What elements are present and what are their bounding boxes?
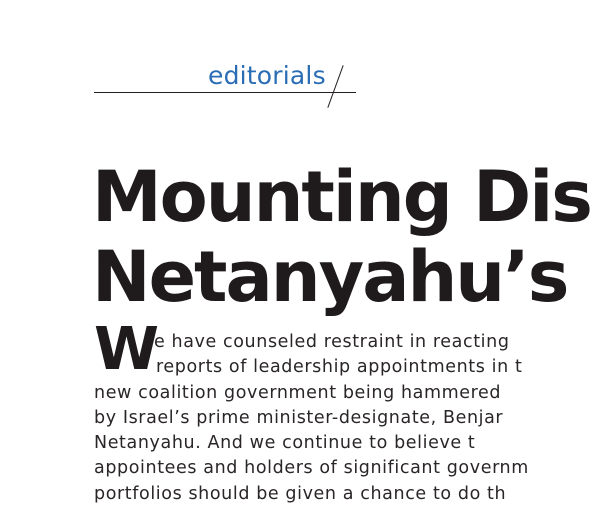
section-label: editorials bbox=[208, 61, 326, 90]
headline-line-1: Mounting Dis bbox=[92, 156, 591, 238]
article-headline bbox=[92, 157, 591, 317]
body-line: by Israel’s prime minister-designate, Benjar bbox=[94, 407, 504, 428]
body-line: appointees and holders of significant governm bbox=[94, 458, 529, 479]
body-line: Netanyahu. And we continue to believe t bbox=[94, 433, 476, 454]
body-line: reports of leadership appointments in t bbox=[156, 357, 523, 378]
body-line: e have counseled restraint in reacting bbox=[154, 332, 510, 352]
body-line: new coalition government being hammered bbox=[94, 382, 502, 403]
drop-cap: W bbox=[94, 314, 160, 383]
section-slash-divider bbox=[327, 65, 343, 108]
headline-line-2: Netanyahu’s bbox=[92, 236, 568, 318]
body-line: portfolios should be given a chance to do th bbox=[94, 483, 507, 504]
section-rule bbox=[94, 92, 356, 93]
article-paragraph bbox=[94, 330, 529, 507]
